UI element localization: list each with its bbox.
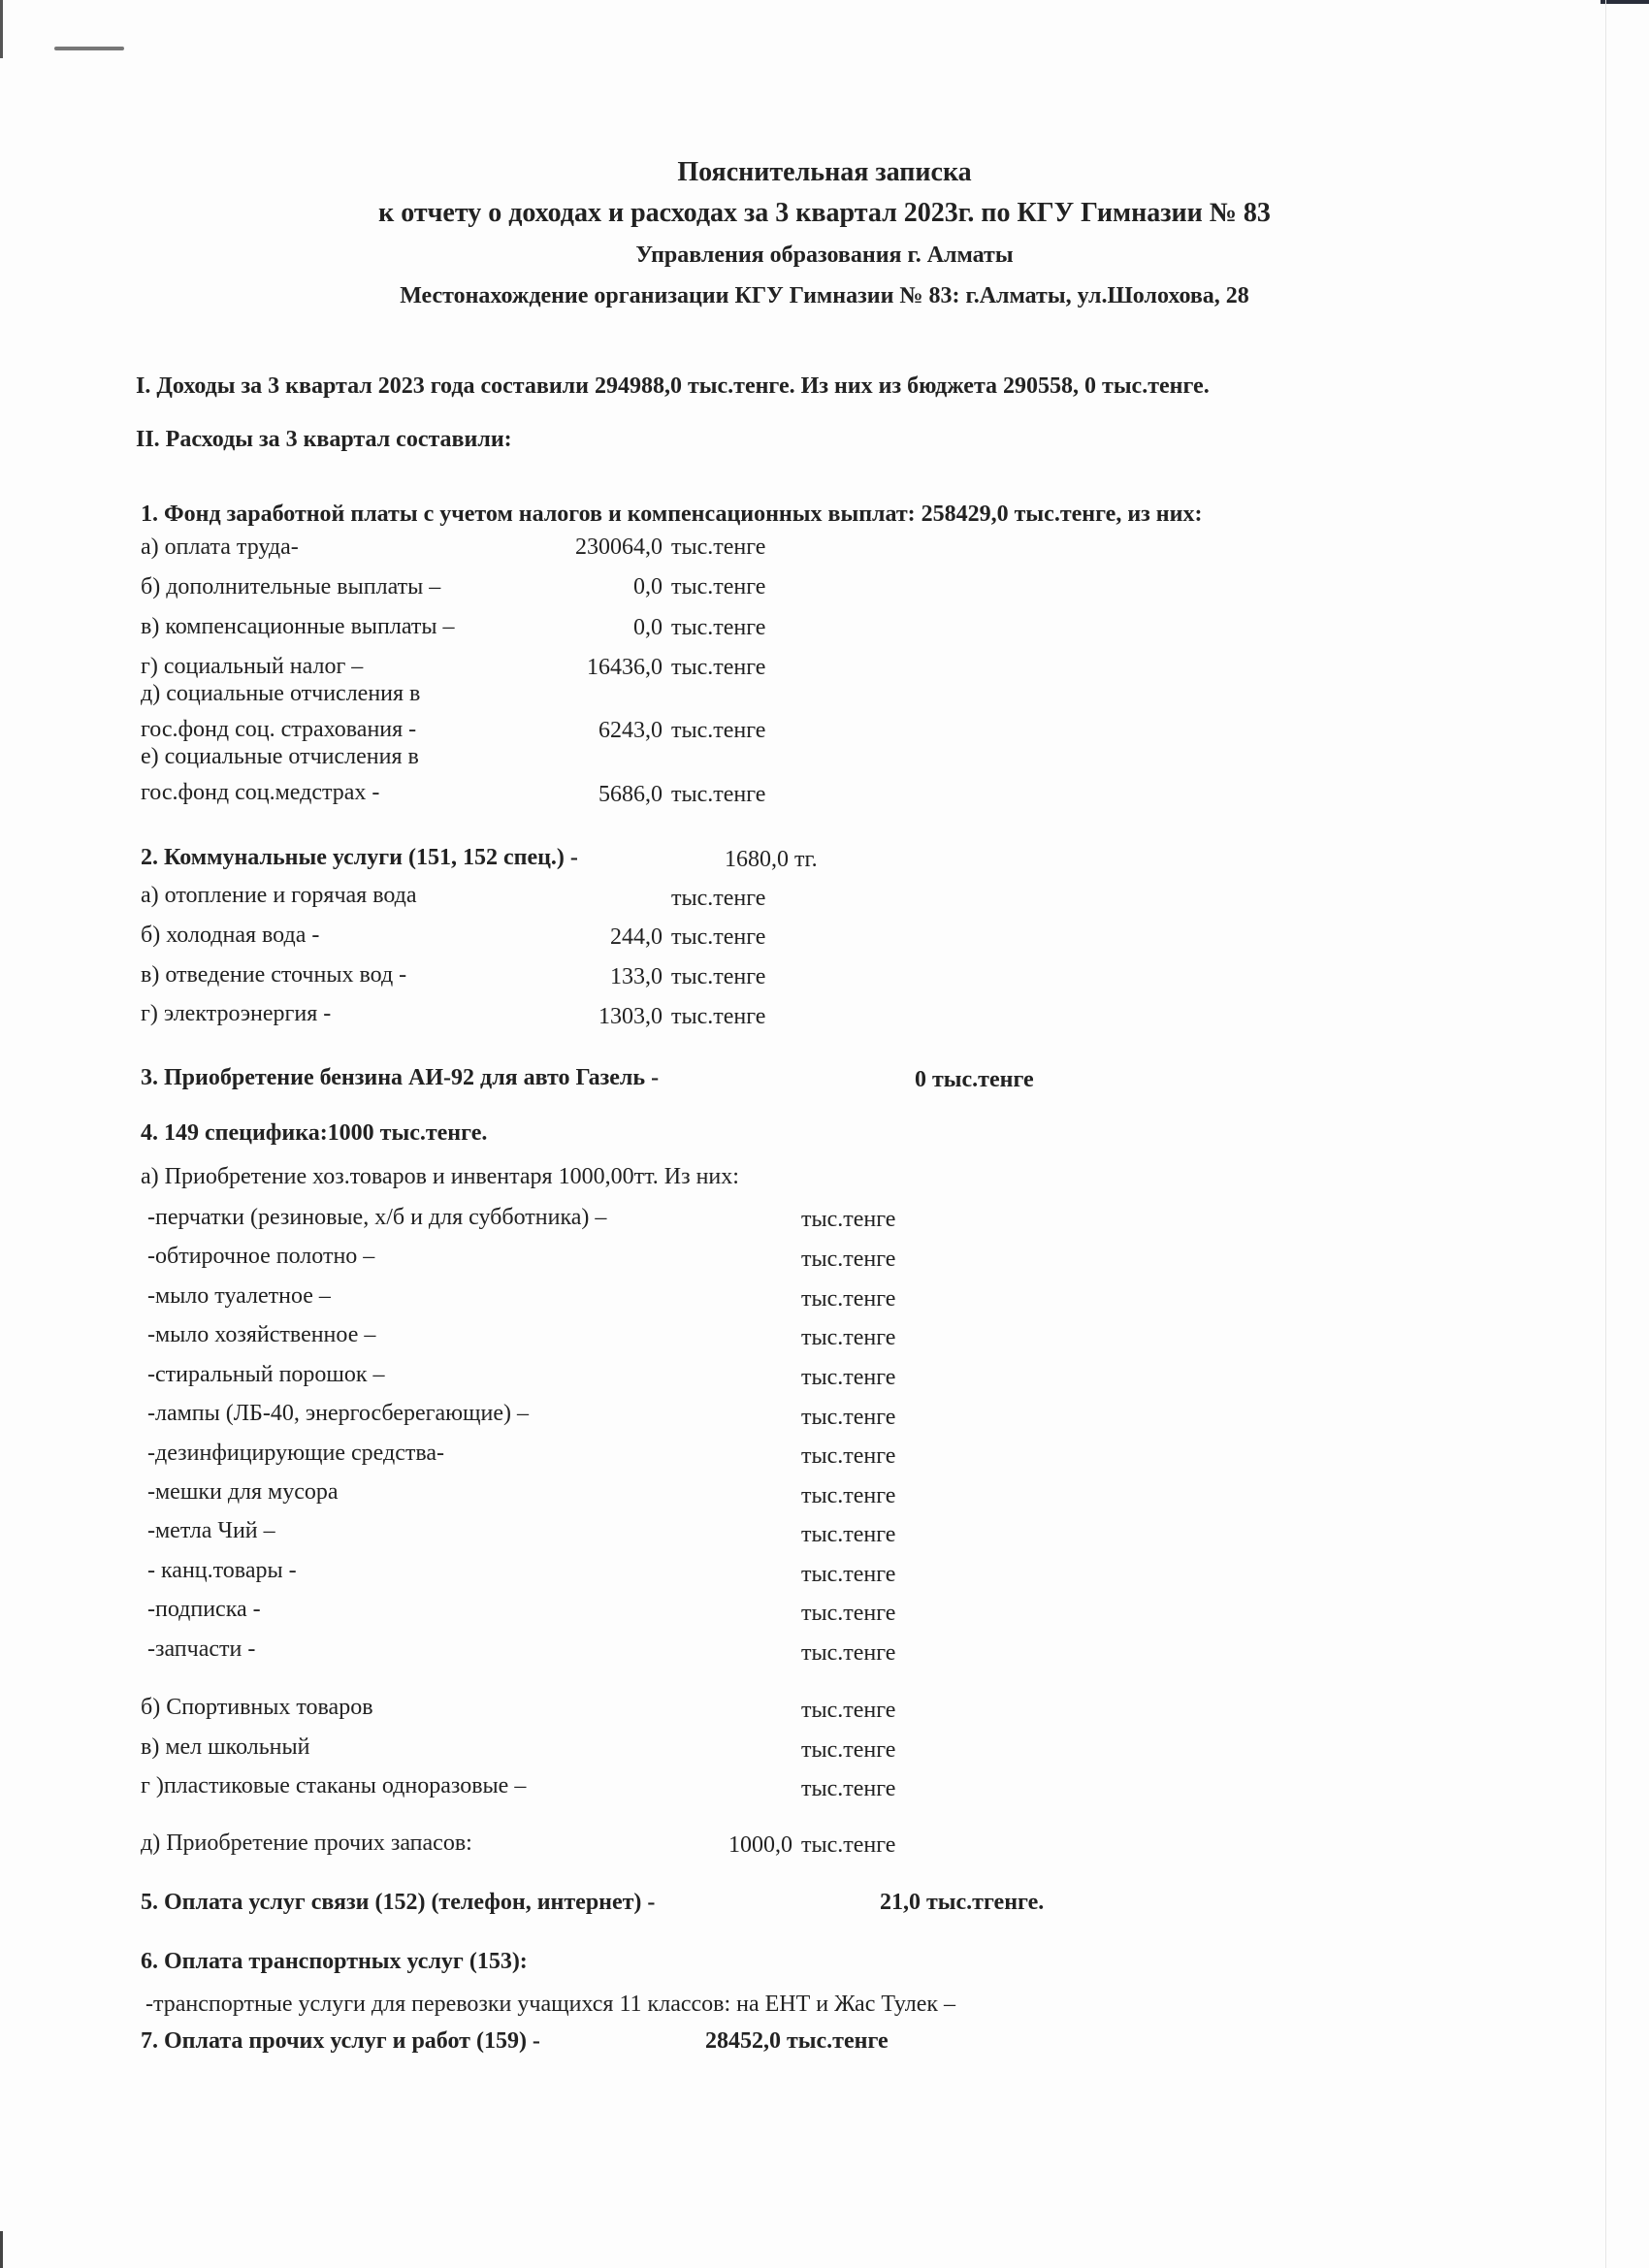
location: Местонахождение организации КГУ Гимназии № 83: г.Алматы, ул.Шолохова, 28 (400, 283, 1249, 308)
payroll-item-unit: тыс.тенге (671, 535, 766, 560)
spec149-other-unit: тыс.тенге (801, 1776, 896, 1801)
spec149-other-label: в) мел школьный (141, 1734, 310, 1760)
household-item-label: -метла Чий – (147, 1518, 275, 1543)
household-item-unit: тыс.тенге (801, 1365, 896, 1390)
household-item-unit: тыс.тенге (801, 1522, 896, 1547)
payroll-item-value: 0,0 (633, 615, 663, 640)
utility-item-unit: тыс.тенге (671, 964, 766, 989)
spec149-other-unit: тыс.тенге (801, 1832, 896, 1858)
payroll-item-label: а) оплата труда- (141, 535, 299, 560)
utility-item-label: а) отопление и горячая вода (141, 883, 417, 908)
household-item-unit: тыс.тенге (801, 1325, 896, 1350)
household-item-unit: тыс.тенге (801, 1247, 896, 1272)
spec149-other-unit: тыс.тенге (801, 1698, 896, 1723)
communication-heading: 5. Оплата услуг связи (152) (телефон, интернет) - (141, 1890, 656, 1915)
expenses-heading: II. Расходы за 3 квартал составили: (136, 427, 512, 452)
household-item-label: -мыло хозяйственное – (147, 1322, 376, 1347)
payroll-item-label: в) компенсационные выплаты – (141, 614, 455, 639)
payroll-item-value: 5686,0 (598, 782, 663, 807)
utility-item-label: б) холодная вода - (141, 923, 320, 948)
transport-heading: 6. Оплата транспортных услуг (153): (141, 1949, 528, 1974)
household-item-label: - канц.товары - (147, 1558, 297, 1583)
payroll-item-label: г) социальный налог – (141, 654, 364, 679)
income-text: I. Доходы за 3 квартал 2023 года составили 294988,0 тыс.тенге. Из них из бюджета 290558, 0 тыс.тенге. (136, 373, 1210, 399)
scan-edge-left (0, 0, 3, 58)
payroll-item-unit: тыс.тенге (671, 718, 766, 743)
household-item-label: -дезинфицирующие средства- (147, 1441, 444, 1466)
household-item-unit: тыс.тенге (801, 1405, 896, 1430)
scan-edge-left-bottom (0, 2231, 3, 2268)
document-subtitle: к отчету о доходах и расходах за 3 квартал 2023г. по КГУ Гимназии № 83 (378, 198, 1271, 228)
payroll-item-value: 6243,0 (598, 718, 663, 743)
payroll-item-label-cont: гос.фонд соц.медстрах - (141, 780, 380, 805)
spec149-other-unit: тыс.тенге (801, 1737, 896, 1763)
household-item-unit: тыс.тенге (801, 1562, 896, 1587)
utilities-heading: 2. Коммунальные услуги (151, 152 спец.) - (141, 845, 578, 870)
other-services-value: 28452,0 тыс.тенге (705, 2028, 889, 2054)
scan-edge-right (1605, 0, 1606, 2268)
household-heading: а) Приобретение хоз.товаров и инвентаря 1000,00тт. Из них: (141, 1164, 739, 1189)
payroll-item-unit: тыс.тенге (671, 782, 766, 807)
utility-item-unit: тыс.тенге (671, 886, 766, 911)
spec149-other-value: 1000,0 (728, 1832, 792, 1858)
fuel-value: 0 тыс.тенге (915, 1067, 1034, 1092)
payroll-heading: 1. Фонд заработной платы с учетом налогов и компенсационных выплат: 258429,0 тыс.тенге, из них: (141, 502, 1203, 527)
household-item-unit: тыс.тенге (801, 1601, 896, 1626)
payroll-item-unit: тыс.тенге (671, 574, 766, 599)
household-item-unit: тыс.тенге (801, 1286, 896, 1312)
payroll-item-label-cont: гос.фонд соц. страхования - (141, 717, 417, 742)
fuel-heading: 3. Приобретение бензина АИ-92 для авто Газель - (141, 1065, 660, 1090)
payroll-item-unit: тыс.тенге (671, 615, 766, 640)
household-item-label: -запчасти - (147, 1636, 256, 1662)
household-item-label: -стиральный порошок – (147, 1362, 385, 1387)
scan-edge-top (1600, 0, 1649, 4)
payroll-item-value: 0,0 (633, 574, 663, 599)
utilities-total: 1680,0 тг. (725, 847, 818, 872)
payroll-item-value: 16436,0 (587, 655, 663, 680)
household-item-unit: тыс.тенге (801, 1207, 896, 1232)
household-item-unit: тыс.тенге (801, 1640, 896, 1666)
household-item-label: -перчатки (резиновые, х/б и для субботника) – (147, 1205, 607, 1230)
utility-item-label: г) электроэнергия - (141, 1001, 332, 1026)
household-item-label: -подписка - (147, 1597, 261, 1622)
utility-item-value: 244,0 (610, 924, 663, 950)
household-item-unit: тыс.тенге (801, 1483, 896, 1508)
communication-value: 21,0 тыс.тгенге. (880, 1890, 1045, 1915)
spec149-other-label: б) Спортивных товаров (141, 1695, 373, 1720)
transport-item: -транспортные услуги для перевозки учащихся 11 классов: на ЕНТ и Жас Тулек – (146, 1992, 956, 2017)
household-item-label: -мыло туалетное – (147, 1283, 331, 1309)
spec149-other-label: д) Приобретение прочих запасов: (141, 1831, 472, 1856)
payroll-item-label: е) социальные отчисления в (141, 744, 419, 769)
household-item-label: -лампы (ЛБ-40, энергосберегающие) – (147, 1401, 529, 1426)
utility-item-label: в) отведение сточных вод - (141, 962, 407, 988)
household-item-unit: тыс.тенге (801, 1443, 896, 1469)
utility-item-value: 1303,0 (598, 1004, 663, 1029)
other-services-heading: 7. Оплата прочих услуг и работ (159) - (141, 2028, 540, 2054)
document-title: Пояснительная записка (677, 157, 972, 187)
department: Управления образования г. Алматы (635, 243, 1014, 268)
spec149-other-label: г )пластиковые стаканы одноразовые – (141, 1773, 527, 1798)
utility-item-unit: тыс.тенге (671, 1004, 766, 1029)
staple-mark (54, 47, 124, 50)
household-item-label: -мешки для мусора (147, 1479, 339, 1505)
household-item-label: -обтирочное полотно – (147, 1244, 375, 1269)
utility-item-unit: тыс.тенге (671, 924, 766, 950)
payroll-item-label: д) социальные отчисления в (141, 681, 421, 706)
payroll-item-unit: тыс.тенге (671, 655, 766, 680)
payroll-item-label: б) дополнительные выплаты – (141, 574, 441, 599)
utility-item-value: 133,0 (610, 964, 663, 989)
payroll-item-value: 230064,0 (575, 535, 663, 560)
spec149-heading: 4. 149 специфика:1000 тыс.тенге. (141, 1120, 488, 1146)
